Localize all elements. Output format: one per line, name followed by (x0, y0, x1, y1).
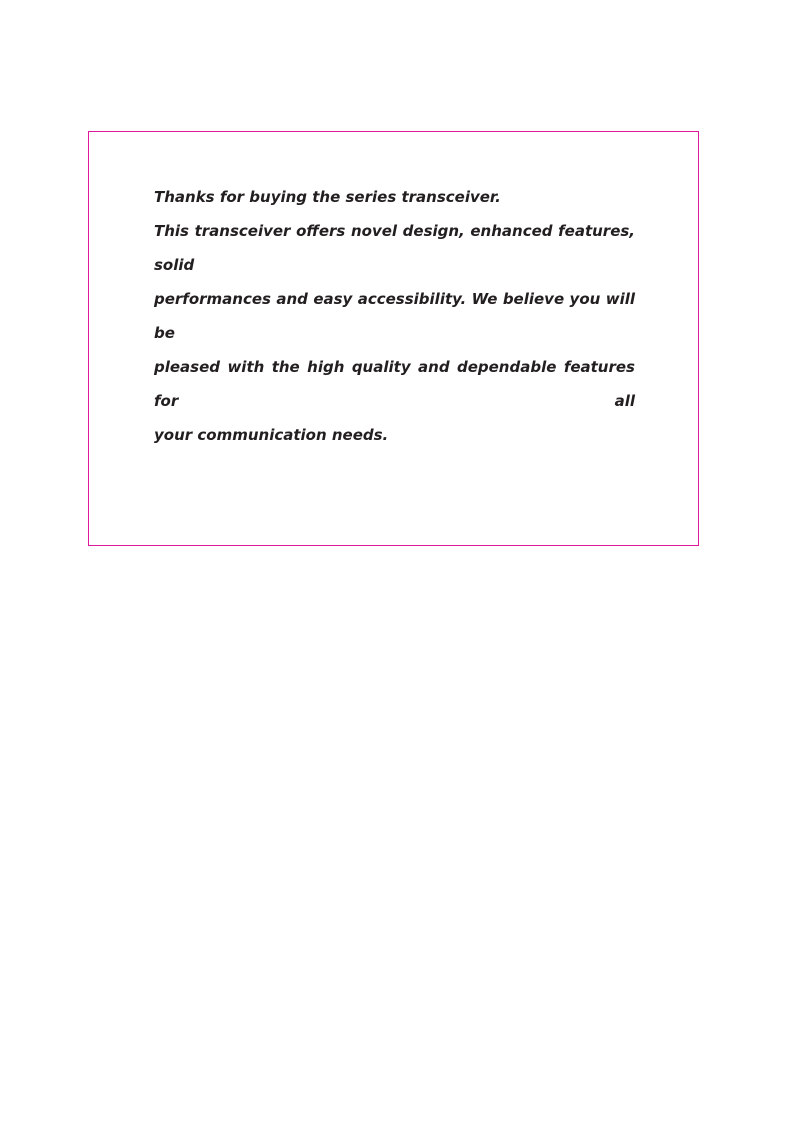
intro-line-5: your communication needs. (154, 426, 389, 444)
intro-text (154, 180, 635, 452)
intro-line-4: pleased with the high quality and dependable features for all (154, 358, 635, 410)
intro-line-2: This transceiver offers novel design, enhanced features, solid (154, 222, 635, 274)
intro-line-3: performances and easy accessibility. We believe you will be (154, 290, 635, 342)
intro-line-1: Thanks for buying the series transceiver. (154, 188, 501, 206)
intro-frame (88, 131, 699, 546)
